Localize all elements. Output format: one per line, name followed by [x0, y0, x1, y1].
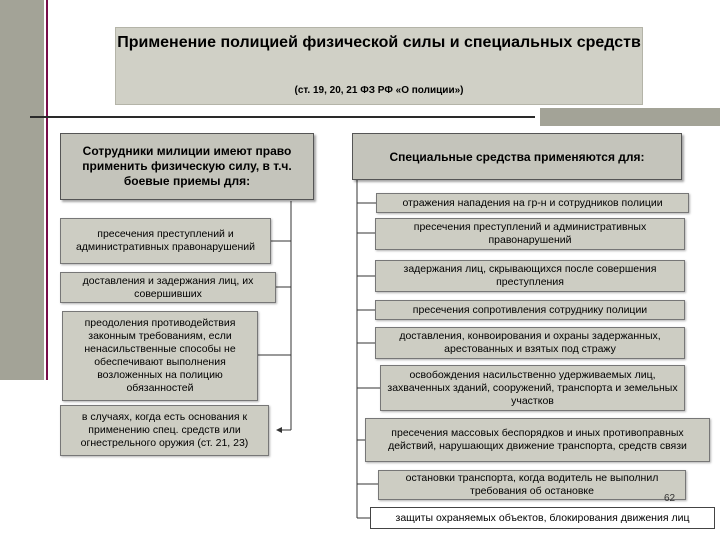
- right-item-stop-vehicle: [378, 470, 686, 500]
- right-item-protect-objects: [370, 507, 715, 529]
- left-item-text: преодоления противодействия законным требованиям, если ненасильственные способы не обеспечивают выполнения возложенных на полицию обязанностей: [84, 317, 236, 394]
- left-item-text: доставления и задержания лиц, их совершивших: [82, 274, 254, 300]
- right-item-text: отражения нападения на гр-н и сотрудников полиции: [402, 196, 663, 209]
- left-item-suppress-crimes: [60, 218, 271, 264]
- right-item-text: пресечения преступлений и административных правонарушений: [413, 221, 647, 246]
- right-item-free-hostages: [380, 365, 685, 411]
- slide-subtitle: (ст. 19, 20, 21 ФЗ РФ «О полиции»): [294, 85, 464, 96]
- right-item-text: защиты охраняемых объектов, блокирования движения лиц: [395, 511, 690, 524]
- right-item-detain-fugitives: [375, 260, 685, 292]
- right-item-text: задержания лиц, скрывающихся после совершения преступления: [403, 263, 657, 288]
- left-item-text: пресечения преступлений и административных правонарушений: [75, 228, 256, 253]
- left-header-text: Сотрудники милиции имеют право применить физическую силу, в т.ч. боевые приемы для:: [82, 144, 292, 188]
- right-item-text: пресечения массовых беспорядков и иных противоправных действий, нарушающих движение транспорта, средств связи: [388, 427, 687, 452]
- right-item-text: пресечения сопротивления сотруднику полиции: [412, 303, 648, 316]
- right-item-escort-guard: [375, 327, 685, 359]
- left-header: [60, 133, 314, 200]
- right-item-suppress-crimes: [375, 218, 685, 250]
- right-item-suppress-resistance: [375, 300, 685, 320]
- right-header-text: Специальные средства применяются для:: [389, 149, 645, 164]
- left-item-text: в случаях, когда есть основания к применению спец. средств или огнестрельного оружия (ст. 21, 23): [80, 411, 249, 449]
- left-item-overcome-resistance: [62, 311, 258, 401]
- left-item-detention: [60, 272, 276, 303]
- right-item-text: остановки транспорта, когда водитель не выполнил требования об остановке: [405, 472, 659, 497]
- right-item-repel-attack: [376, 193, 689, 213]
- slide-title: Применение полицией физической силы и специальных средств: [117, 34, 641, 51]
- right-header: [352, 133, 682, 180]
- right-item-text: доставления, конвоирования и охраны задержанных, арестованных и взятых под стражу: [399, 330, 661, 355]
- page-number: 62: [664, 493, 676, 504]
- left-item-special-means-cases: [60, 405, 269, 456]
- right-item-suppress-riots: [365, 418, 710, 462]
- right-item-text: освобождения насильственно удерживаемых лиц, захваченных зданий, сооружений, транспорта и земельных участков: [387, 368, 678, 407]
